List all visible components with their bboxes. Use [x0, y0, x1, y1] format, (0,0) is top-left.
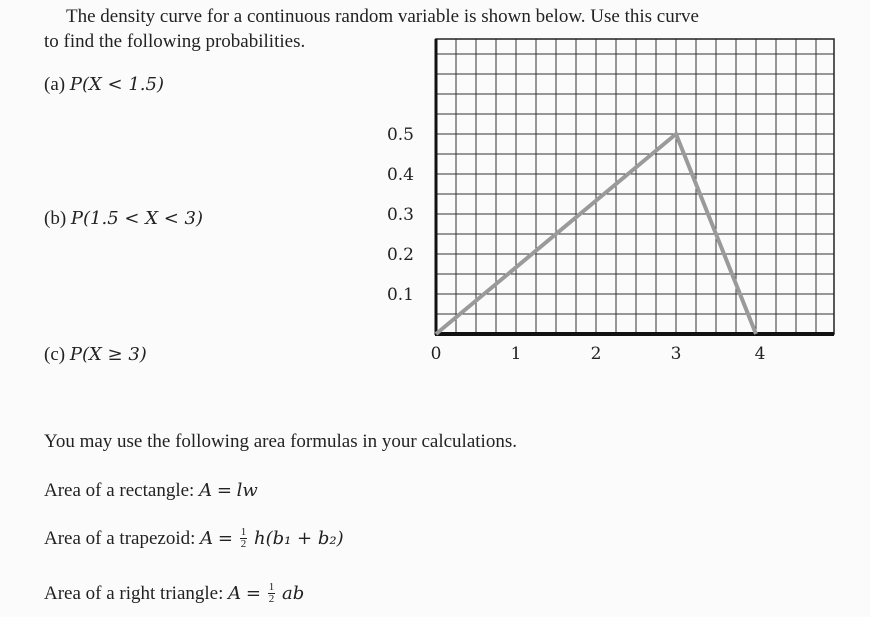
x-tick-label: 1: [510, 344, 522, 364]
formula-trapezoid-label: Area of a trapezoid:: [44, 528, 196, 549]
intro-line-1: The density curve for a continuous random variable is shown below. Use this curve: [66, 6, 699, 27]
formula-right-triangle-label: Area of a right triangle:: [44, 583, 224, 604]
x-tick-label: 4: [754, 344, 766, 364]
y-tick-label: 0.1: [386, 285, 414, 305]
formula-trapezoid-lhs: A: [200, 528, 214, 549]
question-c-expr: P(X ≥ 3): [69, 344, 147, 365]
y-tick-label: 0.5: [386, 125, 414, 145]
question-a-label: (a): [44, 74, 66, 95]
formula-right-triangle-fraction: $\frac{1}{2}$: [268, 581, 275, 606]
formula-trapezoid-rhs: h(b₁ + b₂): [253, 528, 344, 549]
chart-grid: [436, 39, 834, 334]
formula-trapezoid: Area of a trapezoid: A = $\frac{1}{2}$ h(b₁ + b₂): [44, 526, 344, 551]
chart-axes: [435, 39, 834, 335]
formula-rectangle-rhs: lw: [236, 480, 258, 501]
x-tick-label: 0: [430, 344, 442, 364]
y-tick-label: 0.2: [386, 245, 414, 265]
formula-right-triangle-lhs: A: [228, 583, 242, 604]
x-tick-label: 2: [590, 344, 602, 364]
formula-right-triangle-rhs: ab: [281, 583, 305, 604]
formulas-intro: You may use the following area formulas in your calculations.: [44, 431, 517, 452]
question-a-expr: P(X < 1.5): [69, 74, 164, 95]
x-tick-label: 3: [670, 344, 682, 364]
formula-rectangle: Area of a rectangle: A = lw: [44, 480, 258, 501]
question-b-expr: P(1.5 < X < 3): [70, 208, 204, 229]
y-tick-label: 0.4: [386, 165, 414, 185]
formula-right-triangle: Area of a right triangle: A = $\frac{1}{2}$ ab: [44, 581, 305, 606]
formula-rectangle-lhs: A: [199, 480, 213, 501]
question-c-label: (c): [44, 344, 66, 365]
intro-line-2: to find the following probabilities.: [44, 31, 306, 52]
question-b-label: (b): [44, 208, 67, 229]
y-tick-label: 0.3: [386, 205, 414, 225]
formula-rectangle-label: Area of a rectangle:: [44, 480, 195, 501]
formula-trapezoid-fraction: $\frac{1}{2}$: [240, 526, 247, 551]
